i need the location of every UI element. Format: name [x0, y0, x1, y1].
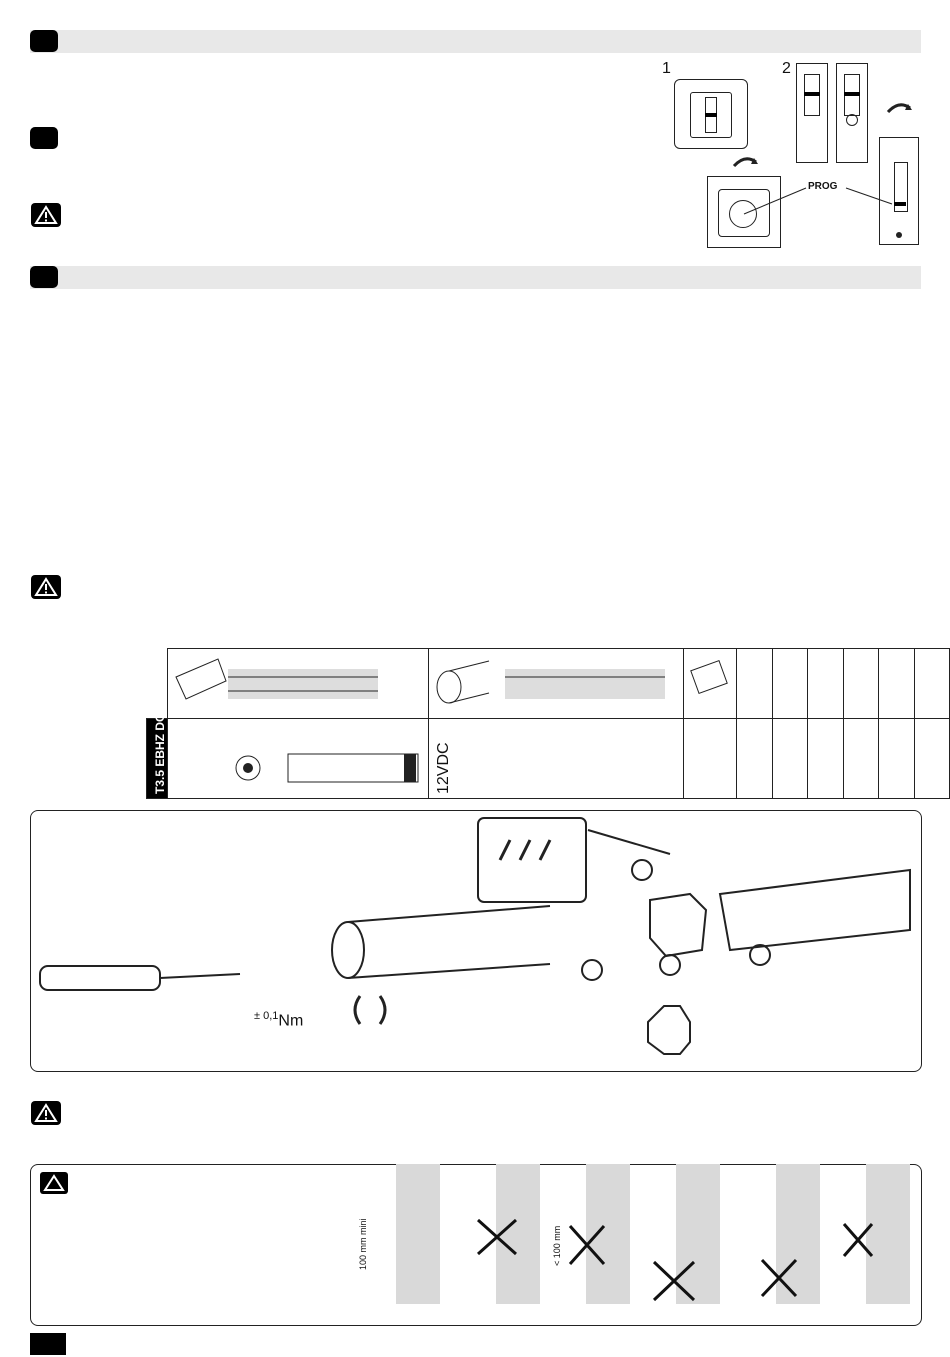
torque-prefix: ± 0,1 — [254, 1010, 279, 1022]
section-bar-middle — [30, 266, 921, 289]
installation-illustration — [30, 1164, 920, 1324]
max-distance-label: < 100 mm — [552, 1225, 562, 1266]
assembly-illustration — [30, 810, 920, 1070]
tube-spec-table — [146, 648, 950, 799]
torque-label — [254, 1010, 303, 1030]
octagonal-tube-icon — [168, 649, 384, 713]
warning-icon — [31, 203, 61, 227]
rotate-arrow-icon — [730, 152, 760, 172]
wall-switch-illustration — [674, 79, 748, 149]
prog-pointer-lines — [740, 180, 900, 220]
min-distance-label: 100 mm mini — [358, 1218, 368, 1270]
remote-control-b — [836, 63, 868, 163]
motor-drawing — [168, 720, 428, 798]
section-bar-top — [30, 30, 921, 53]
section-marker-3 — [30, 266, 58, 288]
tube-end-icon — [684, 649, 736, 713]
rotate-arrow-icon — [884, 98, 914, 118]
warning-icon — [31, 575, 61, 599]
prog-label: PROG — [808, 181, 838, 192]
warning-icon — [31, 1101, 61, 1125]
motor-model-label: T3.5 EBHZ DC — [153, 713, 167, 794]
section-marker-1 — [30, 30, 58, 52]
remote-control-a — [796, 63, 828, 163]
voltage-label: 12VDC — [435, 742, 453, 794]
torque-unit: Nm — [278, 1012, 304, 1030]
step-2-label: 2 — [782, 60, 791, 77]
step-1-label: 1 — [662, 60, 671, 77]
page-marker — [30, 1333, 66, 1355]
round-tube-icon — [429, 649, 683, 713]
section-marker-2 — [30, 127, 58, 149]
